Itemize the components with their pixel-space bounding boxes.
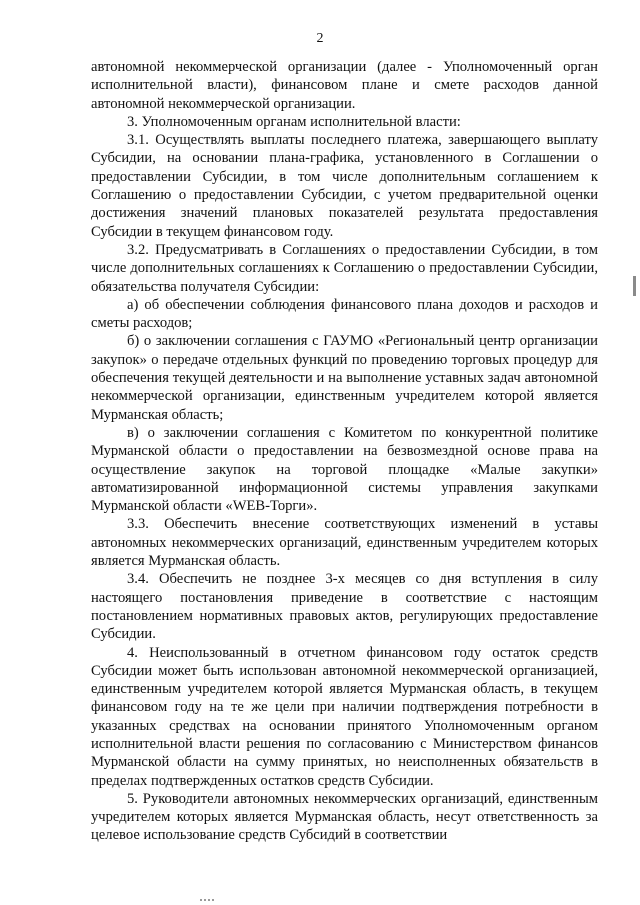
document-body xyxy=(91,58,598,845)
scan-edge-mark xyxy=(633,276,636,296)
paragraph-section-3-1: 3.1. Осуществлять выплаты последнего платежа, завершающего выплату Субсидии, на основании плана-графика, установленного в Соглашении о предоставлении Субсидии, в том числе дополнительным соглашением к Соглашению о предоставлении Субсидии, с учетом предварительной оценки достижения значений плановых показателей результата предоставления Субсидии в текущем финансовом году. xyxy=(91,132,598,240)
paragraph-section-3-3: 3.3. Обеспечить внесение соответствующих изменений в уставы автономных некоммерческих организаций, единственным учредителем которых является Мурманская область. xyxy=(91,516,598,570)
paragraph-section-3-2: 3.2. Предусматривать в Соглашениях о предоставлении Субсидии, в том числе дополнительных соглашениях к Соглашению о предоставлении Субсидии, обязательства получателя Субсидии: xyxy=(91,241,598,295)
paragraph-section-4: 4. Неиспользованный в отчетном финансовом году остаток средств Субсидии может быть использован автономной некоммерческой организацией, единственным учредителем которой является Мурманская область, в текущем финансовом году на те же цели при наличии подтверждения потребности в указанных средствах на основании принятого Уполномоченным органом исполнительной власти решения по согласованию с Министерством финансов Мурманской области на сумму принятых, но неисполненных обязательств в пределах подтвержденных остатков средств Субсидии. xyxy=(91,644,598,789)
paragraph-item-v: в) о заключении соглашения с Комитетом по конкурентной политике Мурманской области о предоставлении на безвозмездной основе права на осуществление закупок на торговой площадке «Малые закупки» автоматизированной информационной системы управления закупками Мурманской области «WEB-Торги». xyxy=(91,424,598,515)
paragraph-section-3: 3. Уполномоченным органам исполнительной власти: xyxy=(127,113,461,130)
paragraph-item-a: а) об обеспечении соблюдения финансового плана доходов и расходов и сметы расходов; xyxy=(91,296,598,332)
page-number: 2 xyxy=(316,31,324,46)
paragraph-section-5: 5. Руководители автономных некоммерческих организаций, единственным учредителем которых является Мурманская область, несут ответственность за целевое использование средств Субсидий в соответствии xyxy=(91,790,598,844)
paragraph-section-3-4: 3.4. Обеспечить не позднее 3-х месяцев со дня вступления в силу настоящего постановления приведение в соответствие с настоящим постановлением нормативных правовых актов, регулирующих предоставление Субсидии. xyxy=(91,571,598,643)
paragraph-continuation: автономной некоммерческой организации (далее - Уполномоченный орган исполнительной власти), финансовом плане и смете расходов данной автономной некоммерческой организации. xyxy=(91,59,598,112)
paragraph-item-b: б) о заключении соглашения с ГАУМО «Региональный центр организации закупок» о передаче отдельных функций по проведению торговых процедур для обеспечения текущей деятельности и на выполнение уставных задач автономной некоммерческой организации, единственным учредителем которой является Мурманская область; xyxy=(91,333,598,423)
scan-footer-mark xyxy=(200,899,214,901)
